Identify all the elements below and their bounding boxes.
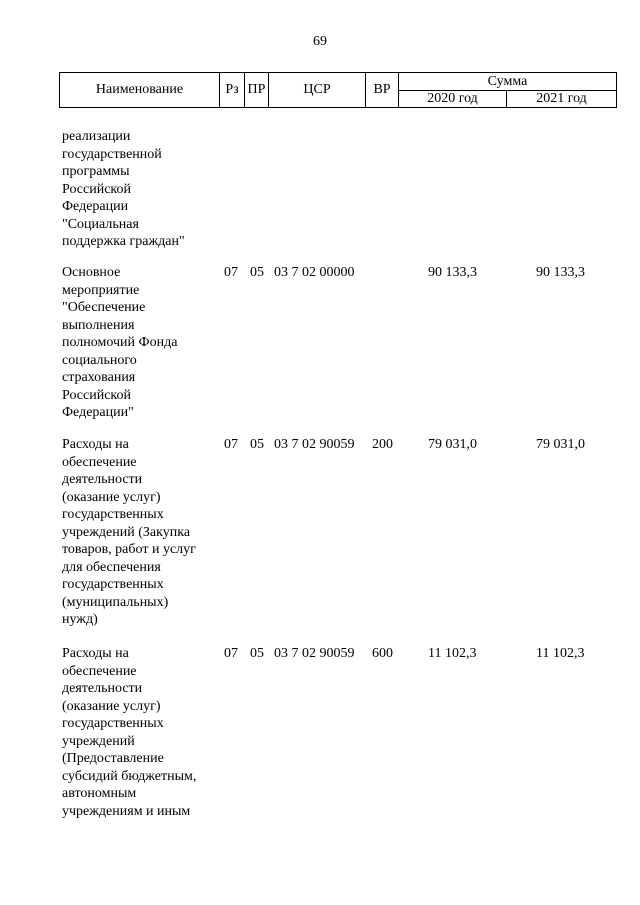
name-line: обеспечение — [62, 454, 137, 470]
row-csr: 03 7 02 90059 — [274, 646, 355, 661]
name-line: учреждений — [62, 733, 135, 749]
row-pr: 05 — [250, 265, 264, 280]
name-line: деятельности — [62, 472, 143, 487]
name-line: государственной — [62, 146, 162, 162]
row-csr: 03 7 02 90059 — [274, 437, 355, 452]
name-line: Российской — [62, 387, 131, 403]
name-line: Федерации — [62, 199, 129, 214]
name-line: учреждениям и иным — [62, 803, 191, 819]
header-vr: ВР — [366, 73, 399, 108]
header-csr: ЦСР — [269, 73, 366, 108]
name-line: Расходы на — [62, 437, 129, 452]
row-sum-2021: 90 133,3 — [536, 265, 585, 280]
header-name: Наименование — [60, 73, 220, 108]
name-line: субсидий бюджетным, — [62, 768, 197, 784]
name-line: (оказание услуг) — [62, 698, 161, 714]
page-number: 69 — [313, 34, 327, 49]
name-line: (оказание услуг) — [62, 489, 161, 505]
name-line: Расходы на — [62, 646, 129, 661]
row-sum-2020: 11 102,3 — [428, 646, 477, 661]
row-sum-2020: 79 031,0 — [428, 437, 477, 452]
name-line: Федерации" — [62, 405, 134, 420]
name-line: деятельности — [62, 681, 143, 696]
row-vr: 200 — [372, 437, 393, 452]
row-rz: 07 — [224, 437, 238, 452]
row-name — [62, 128, 222, 251]
row-name — [62, 436, 222, 629]
row-sum-2021: 79 031,0 — [536, 437, 585, 452]
name-line: "Обеспечение — [62, 300, 146, 315]
name-line: реализации — [62, 129, 131, 144]
name-line: государственных — [62, 507, 164, 522]
name-line: Основное — [62, 265, 121, 280]
name-line: Российской — [62, 181, 131, 197]
row-name — [62, 264, 222, 422]
row-rz: 07 — [224, 646, 238, 661]
name-line: выполнения — [62, 317, 135, 333]
header-sum: Сумма — [399, 73, 617, 91]
row-pr: 05 — [250, 646, 264, 661]
row-pr: 05 — [250, 437, 264, 452]
row-csr: 03 7 02 00000 — [274, 265, 355, 280]
row-sum-2021: 11 102,3 — [536, 646, 585, 661]
name-line: учреждений (Закупка — [62, 524, 191, 540]
name-line: мероприятие — [62, 282, 140, 298]
name-line: (Предоставление — [62, 751, 164, 766]
name-line: программы — [62, 164, 130, 179]
name-line: страхования — [62, 370, 136, 385]
name-line: государственных — [62, 577, 164, 592]
name-line: для обеспечения — [62, 559, 161, 575]
header-year-2020: 2020 год — [399, 90, 507, 108]
name-line: товаров, работ и услуг — [62, 542, 196, 557]
row-sum-2020: 90 133,3 — [428, 265, 477, 280]
name-line: полномочий Фонда — [62, 335, 178, 350]
header-pr: ПР — [245, 73, 269, 108]
name-line: социального — [62, 352, 137, 368]
name-line: (муниципальных) — [62, 594, 169, 610]
row-name — [62, 645, 222, 820]
name-line: автономным — [62, 786, 137, 801]
name-line: обеспечение — [62, 663, 137, 679]
header-rz: Рз — [220, 73, 245, 108]
row-vr: 600 — [372, 646, 393, 661]
name-line: "Социальная — [62, 216, 139, 232]
name-line: нужд) — [62, 612, 98, 627]
header-year-2021: 2021 год — [507, 90, 617, 108]
row-rz: 07 — [224, 265, 238, 280]
name-line: государственных — [62, 716, 164, 731]
name-line: поддержка граждан" — [62, 234, 185, 249]
